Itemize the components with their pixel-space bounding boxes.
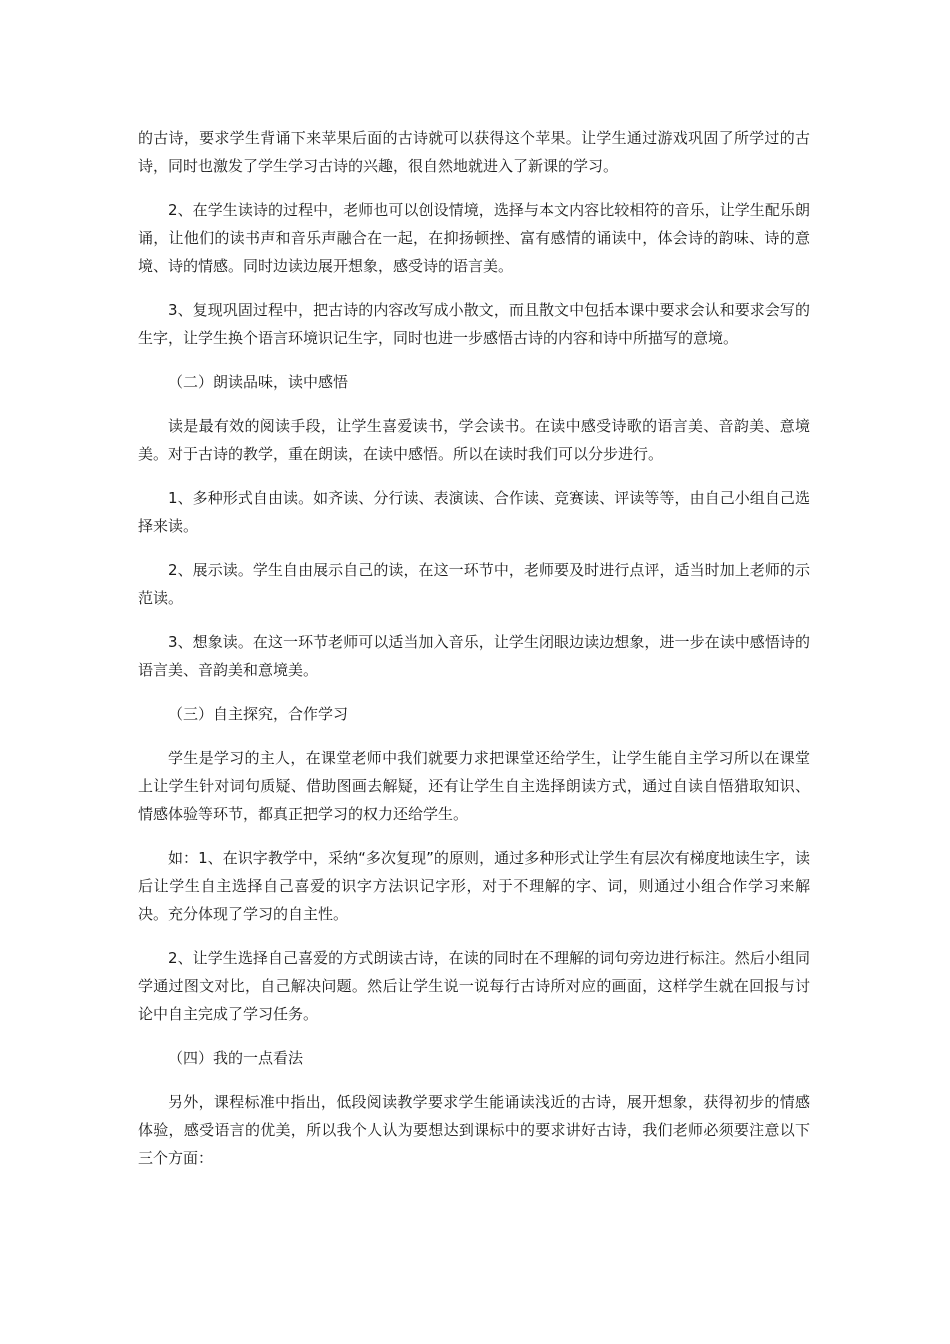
section-heading: （三）自主探究，合作学习: [168, 705, 349, 723]
section-heading: （二）朗读品味，读中感悟: [168, 373, 349, 391]
paragraph: 3、复现巩固过程中，把古诗的内容改写成小散文，而且散文中包括本课中要求会认和要求会写的生字，让学生换个语言环境识记生字，同时也进一步感悟古诗的内容和诗中所描写的意境。: [138, 301, 810, 347]
document-page: [138, 124, 810, 1188]
paragraph: 如：1、在识字教学中，采纳“多次复现”的原则，通过多种形式让学生有层次有梯度地读生字，读后让学生自主选择自己喜爱的识字方法识记字形，对于不理解的字、词，则通过小组合作学习来解决。充分体现了学习的自主性。: [138, 849, 810, 923]
paragraph: 另外，课程标准中指出，低段阅读教学要求学生能诵读浅近的古诗，展开想象，获得初步的情感体验，感受语言的优美，所以我个人认为要想达到课标中的要求讲好古诗，我们老师必须要注意以下三个方面：: [138, 1093, 810, 1167]
paragraph: 的古诗，要求学生背诵下来苹果后面的古诗就可以获得这个苹果。让学生通过游戏巩固了所学过的古诗，同时也激发了学生学习古诗的兴趣，很自然地就进入了新课的学习。: [138, 129, 810, 175]
paragraph: 1、多种形式自由读。如齐读、分行读、表演读、合作读、竞赛读、评读等等，由自己小组自己选择来读。: [138, 489, 810, 535]
paragraph: 读是最有效的阅读手段，让学生喜爱读书，学会读书。在读中感受诗歌的语言美、音韵美、意境美。对于古诗的教学，重在朗读，在读中感悟。所以在读时我们可以分步进行。: [138, 417, 810, 463]
paragraph: 2、展示读。学生自由展示自己的读，在这一环节中，老师要及时进行点评，适当时加上老师的示范读。: [138, 561, 810, 607]
paragraph: 2、在学生读诗的过程中，老师也可以创设情境，选择与本文内容比较相符的音乐，让学生配乐朗诵，让他们的读书声和音乐声融合在一起，在抑扬顿挫、富有感情的诵读中，体会诗的韵味、诗的意境、诗的情感。同时边读边展开想象，感受诗的语言美。: [138, 201, 810, 275]
paragraph: 学生是学习的主人，在课堂老师中我们就要力求把课堂还给学生，让学生能自主学习所以在课堂上让学生针对词句质疑、借助图画去解疑，还有让学生自主选择朗读方式，通过自读自悟猎取知识、情感体验等环节，都真正把学习的权力还给学生。: [138, 749, 810, 823]
paragraph: 2、让学生选择自己喜爱的方式朗读古诗，在读的同时在不理解的词句旁边进行标注。然后小组同学通过图文对比，自己解决问题。然后让学生说一说每行古诗所对应的画面，这样学生就在回报与讨论中自主完成了学习任务。: [138, 949, 810, 1023]
paragraph: 3、想象读。在这一环节老师可以适当加入音乐，让学生闭眼边读边想象，进一步在读中感悟诗的语言美、音韵美和意境美。: [138, 633, 810, 679]
section-heading: （四）我的一点看法: [168, 1049, 304, 1067]
